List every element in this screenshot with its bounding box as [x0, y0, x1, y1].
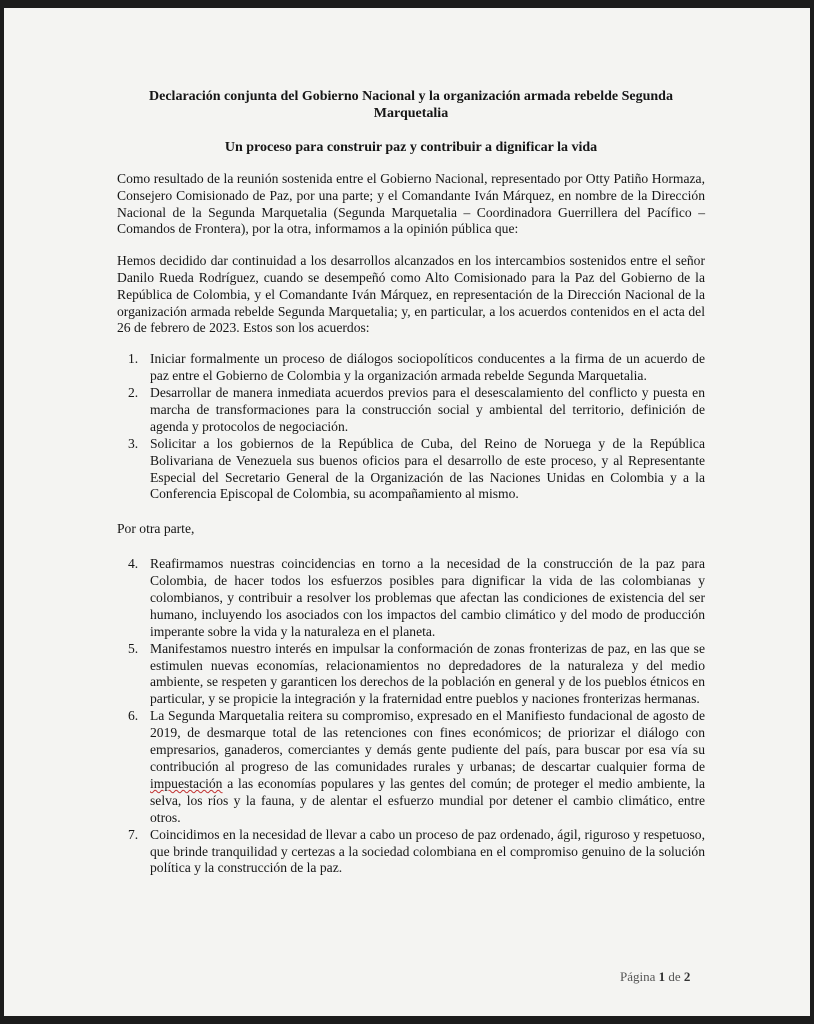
list-item [117, 385, 705, 436]
item-text: Iniciar formalmente un proceso de diálogos sociopolíticos conducentes a la firma de un acuerdo de paz entre el Gobierno de Colombia y la organización armada rebelde Segunda Marquetalia. [150, 351, 705, 384]
list-item [117, 436, 705, 504]
document-page [4, 8, 810, 1016]
item-number: 4. [128, 556, 139, 572]
continuity-paragraph: Hemos decidido dar continuidad a los desarrollos alcanzados en los intercambios sostenidos entre el señor Danilo Rueda Rodríguez, cuando se desempeñó como Alto Comisionado para la Paz del Gobierno de la República de Colombia, y el Comandante Iván Márquez, en representación de la Dirección Nacional de la organización armada rebelde Segunda Marquetalia; y, en particular, a los acuerdos contenidos en el acta del 26 de febrero de 2023. Estos son los acuerdos: [117, 253, 705, 336]
document-body [117, 88, 705, 877]
list-item [117, 708, 705, 826]
commitments-list [117, 556, 705, 877]
item-text: Reafirmamos nuestras coincidencias en torno a la necesidad de la construcción de la paz para Colombia, de hacer todos los esfuerzos posibles para dignificar la vida de las colombianas y colombianos, y contribuir a resolver los problemas que afectan las condiciones de existencia del ser humano, incluyendo los asociados con los impactos del cambio climático y del modo de producción imperante sobre la vida y la naturaleza en el planeta. [150, 556, 705, 639]
page-total: 2 [683, 969, 691, 984]
list-item [117, 556, 705, 641]
list-item [117, 641, 705, 709]
item-number: 5. [128, 640, 139, 656]
item-number: 3. [128, 435, 139, 451]
item-text [150, 708, 705, 824]
page-of: de [668, 969, 681, 984]
item-number: 7. [128, 826, 139, 842]
document-subtitle: Un proceso para construir paz y contribuir a dignificar la vida [224, 140, 598, 155]
item-text: Desarrollar de manera inmediata acuerdos previos para el desescalamiento del conflicto y puesta en marcha de transformaciones para la construcción social y ambiental del territorio, definición de agenda y protocolos de negociación. [150, 384, 705, 434]
item-text-part: La Segunda Marquetalia reitera su compromiso, expresado en el Manifiesto fundacional de agosto de 2019, de desmarque total de las retenciones con fines económicos; de priorizar el diálogo con empresarios, ganaderos, comerciantes y demás gente pudiente del país, para buscar por esa vía su contribución al progreso de las comunidades rurales y urbanas; de descartar cualquier forma de [150, 708, 705, 774]
transition-paragraph: Por otra parte, [117, 521, 195, 537]
item-number: 2. [128, 384, 139, 400]
page-number [620, 969, 690, 985]
item-text: Coincidimos en la necesidad de llevar a cabo un proceso de paz ordenado, ágil, riguroso y respetuoso, que brinde tranquilidad y certezas a la sociedad colombiana en el compromiso genuino de la solución política y la construcción de la paz. [150, 826, 705, 876]
page-current: 1 [658, 969, 666, 984]
item-number: 1. [128, 351, 139, 367]
intro-paragraph: Como resultado de la reunión sostenida entre el Gobierno Nacional, representado por Otty Patiño Hormaza, Consejero Comisionado de Paz, por una parte; y el Comandante Iván Márquez, en nombre de la Dirección Nacional de la Segunda Marquetalia (Segunda Marquetalia – Coordinadora Guerrillera del Pacífico – Comandos de Frontera), por la otra, informamos a la opinión pública que: [117, 171, 705, 237]
item-text-part: a las economías populares y las gentes del común; de proteger el medio ambiente, la selva, los ríos y la fauna, y de alentar el esfuerzo mundial por detener el cambio climático, entre otros. [150, 775, 705, 825]
spellcheck-flagged-word[interactable]: impuestación [150, 775, 223, 791]
agreements-list [117, 351, 705, 503]
page-label: Página [620, 969, 656, 984]
item-text: Solicitar a los gobiernos de la República de Cuba, del Reino de Noruega y de la República Bolivariana de Venezuela sus buenos oficios para el desarrollo de este proceso, y al Representante Especial del Secretario General de la Organización de las Naciones Unidas en Colombia y a la Conferencia Episcopal de Colombia, su acompañamiento al mismo. [150, 435, 705, 502]
document-title: Declaración conjunta del Gobierno Nacional y la organización armada rebelde Segunda Marquetalia [149, 89, 673, 121]
item-number: 6. [128, 708, 139, 724]
list-item [117, 351, 705, 385]
item-text: Manifestamos nuestro interés en impulsar la conformación de zonas fronterizas de paz, en las que se estimulen nuevas economías, relacionamientos no depredadores de la naturaleza y del medio ambiente, se respeten y garanticen los derechos de la población en general y de los pueblos étnicos en particular, y se propicie la integración y la fraternidad entre pueblos y naciones fronterizas hermanas. [150, 640, 705, 707]
list-item [117, 827, 705, 878]
